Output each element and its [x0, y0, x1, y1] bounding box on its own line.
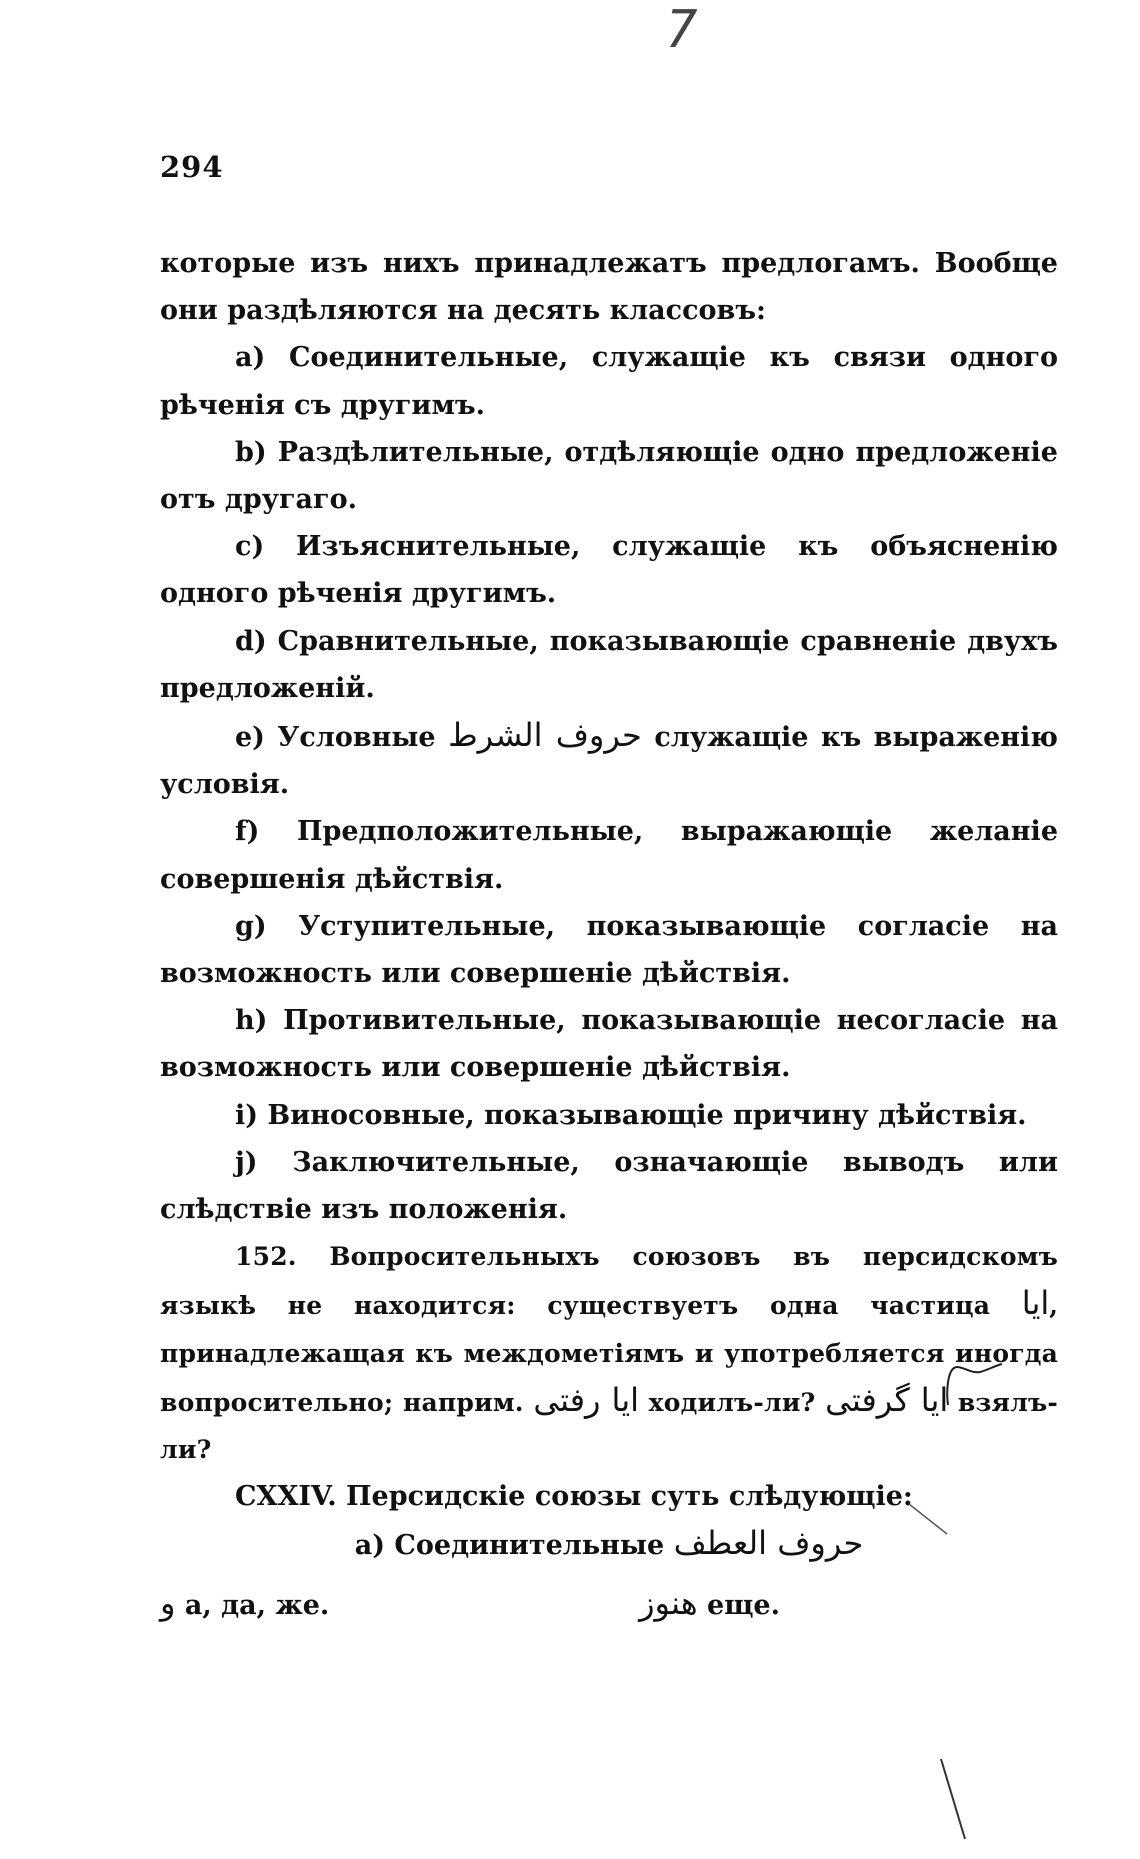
class-item-i: i) Виносовные, показывающіе причину дѣйствія.	[235, 1099, 1027, 1131]
page-number: 294	[160, 150, 224, 184]
conjunction-entry-1-gloss: а, да, же.	[184, 1589, 330, 1621]
arabic-term-conditional: حروف الشرط	[448, 716, 642, 755]
class-item-b: b) Раздѣлительные, отдѣляющіе одно предложеніе отъ другаго.	[160, 436, 1058, 516]
class-item-e	[160, 712, 1058, 808]
arabic-example-1: ایا رفتی	[533, 1380, 640, 1419]
conjunction-list	[160, 1580, 780, 1629]
class-item-g: g) Уступительные, показывающіе согласіе на возможность или совершеніе дѣйствія.	[160, 910, 1058, 990]
arabic-example-2: ایا گرفتی	[825, 1380, 949, 1419]
conjunction-entry-2	[639, 1580, 780, 1629]
class-item-c: c) Изъяснительные, служащіе къ объясненію одного рѣченія другимъ.	[160, 531, 1058, 610]
arabic-conjunction-va: و	[160, 1583, 176, 1622]
class-item-j: j) Заключительные, означающіе выводъ или слѣдствіе изъ положенія.	[160, 1146, 1058, 1226]
section-152	[160, 1233, 1058, 1473]
section-152-text-start: 152. Вопросительныхъ союзовъ въ персидскомъ языкѣ не находится: существуетъ одна частица	[160, 1242, 1058, 1321]
pencil-mark-bracket	[940, 1360, 1010, 1410]
class-item-e-label: e) Условные	[235, 722, 436, 754]
example-2-gloss: взялъ-ли?	[160, 1387, 1059, 1465]
conjunction-entry-1	[160, 1580, 329, 1629]
class-item-d: d) Сравнительные, показывающіе сравненіе двухъ предложеній.	[160, 625, 1058, 704]
conjunction-entry-2-gloss: еще.	[707, 1589, 780, 1621]
section-152-text-end: , принадлежащая къ междометіямъ и употребляется иногда вопросительно; наприм.	[160, 1291, 1058, 1417]
conjunction-subheading-label: a) Соединительные	[354, 1530, 665, 1562]
example-1-gloss: ходилъ-ли?	[648, 1387, 816, 1417]
class-item-e-description: служащіе къ выраженію условія.	[160, 722, 1058, 801]
class-item-a: a) Соединительные, служащіе къ связи одного рѣченія съ другимъ.	[160, 342, 1058, 421]
class-item-f: f) Предположительные, выражающіе желаніе совершенія дѣйствія.	[160, 816, 1058, 895]
section-cxxiv-heading: CXXIV. Персидскіе союзы суть слѣдующіе:	[235, 1481, 913, 1513]
pencil-mark-dash	[905, 1500, 955, 1540]
arabic-copulative-term: حروف العطف	[673, 1524, 864, 1563]
body-text	[160, 240, 1058, 1629]
handwritten-mark: 7	[657, 0, 704, 60]
pencil-mark-slash	[935, 1755, 975, 1845]
class-item-h: h) Противительные, показывающіе несогласіе на возможность или совершеніе дѣйствія.	[160, 1005, 1058, 1084]
intro-paragraph: которые изъ нихъ принадлежатъ предлогамъ. Вообще они раздѣляются на десять классовъ:	[160, 248, 1058, 327]
arabic-particle: ایا	[1021, 1284, 1050, 1323]
arabic-conjunction-hanuz: هنوز	[639, 1583, 698, 1622]
